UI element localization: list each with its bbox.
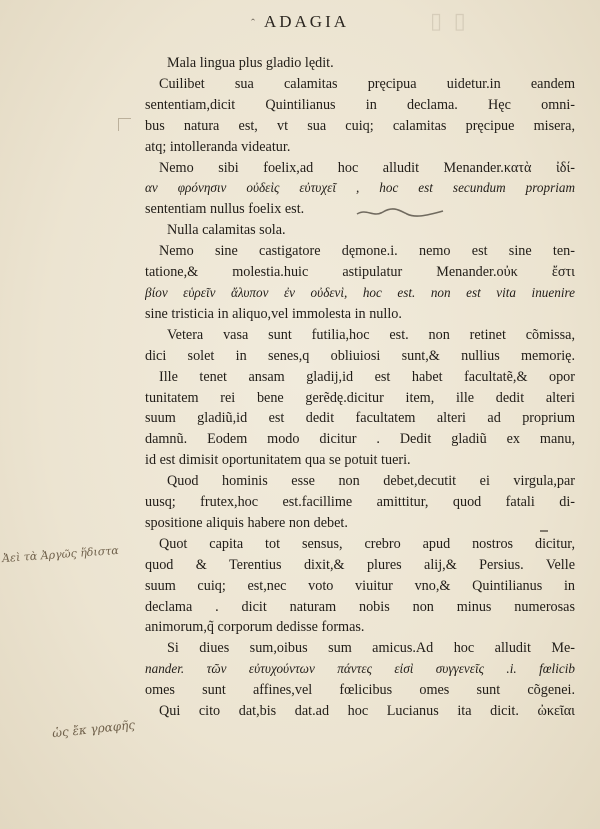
text-line: sententiam nullus foelix est. <box>145 201 305 218</box>
text-line: sententiam,dicit Quintilianus in declama. Hęc omni- <box>145 96 575 113</box>
text-line: αν φρόνησιν οὐδεὶς εὐτυχεῖ , hoc est secundum propriam <box>145 180 575 196</box>
text-line: declama . dicit naturam nobis non minus numerosas <box>145 598 575 615</box>
text-line: sine tristicia in aliquo,vel immolesta in nullo. <box>145 305 402 322</box>
running-head-mark: ˆ <box>250 16 258 30</box>
text-line: bus natura est, vt sua cuiq; calamitas pręcipue misera, <box>145 117 575 134</box>
text-line: atq; intolleranda videatur. <box>145 138 291 155</box>
text-line: damnũ. Eodem modo dicitur . Dedit gladiũ ex manu, <box>145 431 575 448</box>
text-line: Vetera vasa sunt futilia,hoc est. non retinet cõmissa, <box>167 326 575 343</box>
text-line: Quot capita tot sensus, crebro apud nostros dicitur, <box>159 535 575 552</box>
running-head <box>0 12 600 32</box>
manuscript-bracket-mark <box>118 118 131 131</box>
text-line: dici solet in senes,q obliuiosi sunt,& nullius memorię. <box>145 347 575 364</box>
adages-text-block <box>145 53 575 722</box>
text-line: omes sunt affines,vel fœlicibus omes sunt cõgenei. <box>145 682 575 699</box>
text-line: nander. τῶν εὐτυχούντων πάντες εἰσὶ συγγενεῖς .i. fœlicib <box>145 661 575 677</box>
text-line: Nemo sine castigatore dęmone.i. nemo est sine ten- <box>159 243 575 260</box>
text-line: tatione,& molestia.huic astipulatur Menander.οὐκ ἔστι <box>145 264 575 281</box>
text-line: Qui cito dat,bis dat.ad hoc Lucianus ita dicit. ὠκεῖαι <box>159 703 575 720</box>
text-line: βίον εὑρεῖν ἄλυπον ἐν οὐδενὶ, hoc est. non est vita inuenire <box>145 284 575 300</box>
text-line: suum cuiq; est,nec voto viuitur vno,& Quintilianus in <box>145 577 575 594</box>
text-line: id est dimisit oportunitatem qua se potuit tueri. <box>145 452 411 469</box>
text-line: Quod hominis esse non debet,decutit ei virgula,par <box>167 473 575 490</box>
text-line: Mala lingua plus gladio lędit. <box>167 55 334 71</box>
marginal-note-2: ὡς ἔκ γραφῆς <box>51 717 136 741</box>
text-line: Cuilibet sua calamitas pręcipua uidetur.in eandem <box>159 75 575 92</box>
text-line: spositione aliquis habere non debet. <box>145 514 348 531</box>
text-line: Ille tenet ansam gladij,id est habet facultatẽ,& opor <box>159 368 575 385</box>
text-line: Nemo sibi foelix,ad hoc alludit Menander.κατὰ ἰδί- <box>159 159 575 176</box>
text-line: quod & Terentius dixit,& plures alij,& Persius. Velle <box>145 556 575 573</box>
show-through-text: ▯ ▯ <box>430 8 469 33</box>
text-line: Nulla calamitas sola. <box>167 222 286 239</box>
text-line: tunitatem rei bene gerẽdę.dicitur item, ille dedit alteri <box>145 389 575 406</box>
text-line: uusq; frutex,hoc est.facillime amittitur, quod fatali di- <box>145 494 575 511</box>
text-line: Si diues sum,oibus sum amicus.Ad hoc alludit Me- <box>167 640 575 657</box>
running-head-text: ADAGIA <box>263 12 350 31</box>
text-line: suum gladiũ,id est dedit facultatem alteri ad proprium <box>145 410 575 427</box>
text-line: animorum,q̃ corporum dedisse formas. <box>145 619 365 636</box>
marginal-note-1: Ἀεὶ τὰ Ἀργῶς ἥδιστα <box>1 543 120 566</box>
